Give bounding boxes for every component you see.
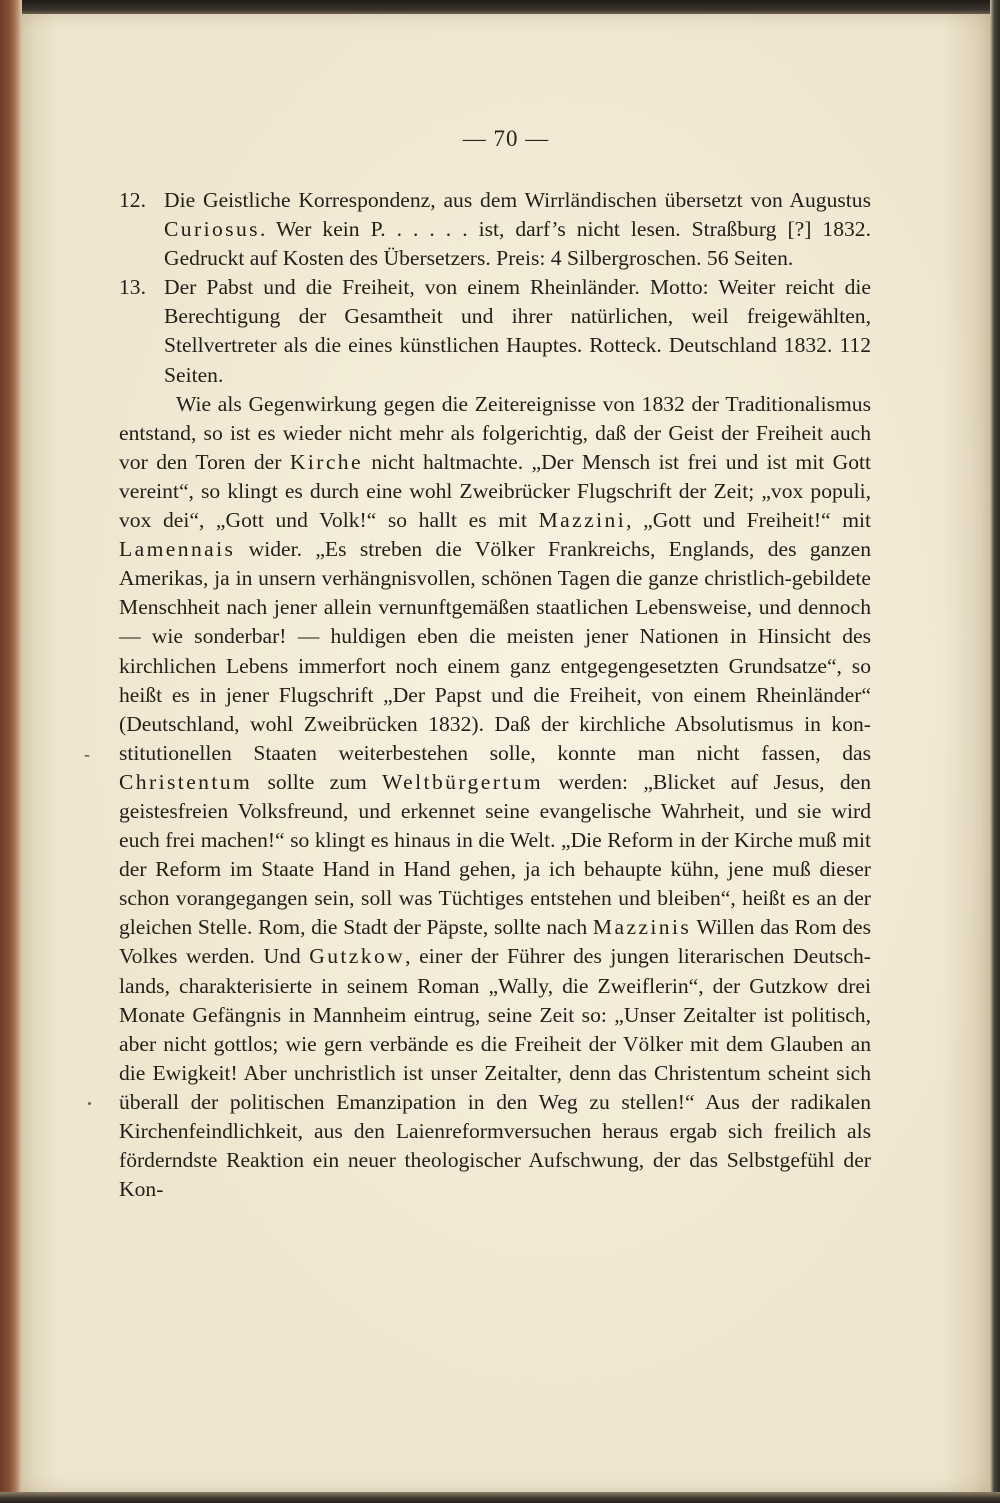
bottom-edge-shadow xyxy=(0,1492,1000,1503)
spaced-word: Kirche xyxy=(289,449,363,474)
spaced-name: Mazzini xyxy=(538,508,627,533)
spaced-name: Lamennais xyxy=(119,537,236,562)
entry-text: Die Geistliche Korrespondenz, aus dem Wirrländischen übersetzt von Augustus xyxy=(164,188,871,212)
paragraph xyxy=(119,390,871,1205)
entry-number: 12. xyxy=(119,188,146,212)
paragraph-text: , einer der Führer des jungen literarischen Deutschlands, charakterisierte in seinem Roman „Wally, die Zweiflerin“, der Gutzkow drei Monate Gefängnis in Mannheim eintrug, seine Zeit so: „Unser Zeitalter ist politisch, aber nicht gottlos; wie gern verbände es die Freiheit der Völker mit dem Glauben an die Ewigkeit! Aber unchristlich ist unser Zeitalter, denn das Christentum scheint sich überall der politischen Emanzipation in den Weg zu stellen!“ Aus der radikalen Kirchenfeindlichkeit, aus den Laienreformversuchen heraus ergab sich freilich als förderndste Reaktion ein neuer theologischer Aufschwung, der das Selbstgefühl der Kon- xyxy=(119,944,871,1202)
list-item xyxy=(119,273,871,389)
list-item xyxy=(119,186,871,273)
body-text xyxy=(119,186,871,1204)
margin-mark-dash: - xyxy=(84,744,90,764)
spaced-word: Christentum xyxy=(119,769,253,794)
entry-text: Der Pabst und die Freiheit, von einem Rheinländer. Motto: Weiter reicht die Berechtigung der Gesamtheit und ihrer natürlichen, weil freigewählten, Stellvertreter als die eines künstlichen Hauptes. Rotteck. Deutschland 1832. 112 Seiten. xyxy=(164,275,871,387)
paragraph-text: , „Gott und Freiheit!“ mit xyxy=(626,508,871,533)
paragraph-text: Wie als Gegenwirkung gegen die Zeitereignisse von 1832 der Traditionalismus entstand, so ist es wieder nicht mehr als folgerichtig, daß der Geist der Freiheit auch vor den Toren der xyxy=(119,391,871,474)
paragraph-text: sollte zum xyxy=(252,769,383,794)
book-binding xyxy=(0,0,22,1503)
entry-number: 13. xyxy=(119,275,146,300)
paragraph-text: nicht haltmachte. „Der Mensch ist frei und ist mit Gott vereint“, so klingt es durch eine wohl Zweibrücker Flugschrift der Zeit; „vox populi, vox dei“, „Gott und Volk!“ so hallt es mit xyxy=(119,449,872,533)
spaced-name: Curiosus xyxy=(164,217,260,242)
margin-mark-dot xyxy=(88,1102,91,1105)
paper-page xyxy=(22,14,990,1492)
spaced-name: Gutzkow xyxy=(309,944,406,969)
paragraph-text: Willen das Rom des Volkes werden. Und xyxy=(119,915,871,969)
spaced-name: Mazzinis xyxy=(592,915,692,940)
top-edge-shadow xyxy=(0,0,1000,14)
paragraph-text: wider. „Es streben die Völker Frankreichs, Englands, des ganzen Amerikas, ja in unsern verhängnisvollen, schönen Tagen die ganze christlich-gebildete Menschheit nach jener allein vernunftgemäßen staatlichen Lebensweise, und dennoch — wie sonderbar! — huldigen eben die meisten jener Nationen in Hinsicht des kirchlichen Lebens immerfort noch einem ganz entgegengesetzten Grundsatze“, so heißt es in jener Flugschrift „Der Papst und die Freiheit, von einem Rheinländer“ (Deutschland, wohl Zweibrücken 1832). Daß der kirchliche Absolutismus in konstitutionellen Staaten weiterbestehen solle, konnte man nicht fassen, das xyxy=(119,537,871,765)
right-edge-shadow xyxy=(990,0,1000,1503)
paragraph-text: werden: „Blicket auf Jesus, den geistesfreien Volksfreund, und erkennet seine evangelische Wahrheit, und sie wird euch frei machen!“ so klingt es hinaus in die Welt. „Die Reform in der Kirche muß mit der Reform im Staate Hand in Hand gehen, ja ich behaupte kühn, jene muß dieser schon vorangegangen sein, soll was Tüchtiges entstehen und bleiben“, heißt es an der gleichen Stelle. Rom, die Stadt der Päpste, sollte nach xyxy=(119,769,872,940)
spaced-word: Weltbürgertum xyxy=(382,769,544,794)
page-number: — 70 — xyxy=(462,126,550,151)
entry-text: . Wer kein P. . . . . . ist, darf’s nicht lesen. Straßburg [?] 1832. Gedruckt auf Kosten des Übersetzers. Preis: 4 Silbergroschen. 56 Seiten. xyxy=(164,217,871,271)
